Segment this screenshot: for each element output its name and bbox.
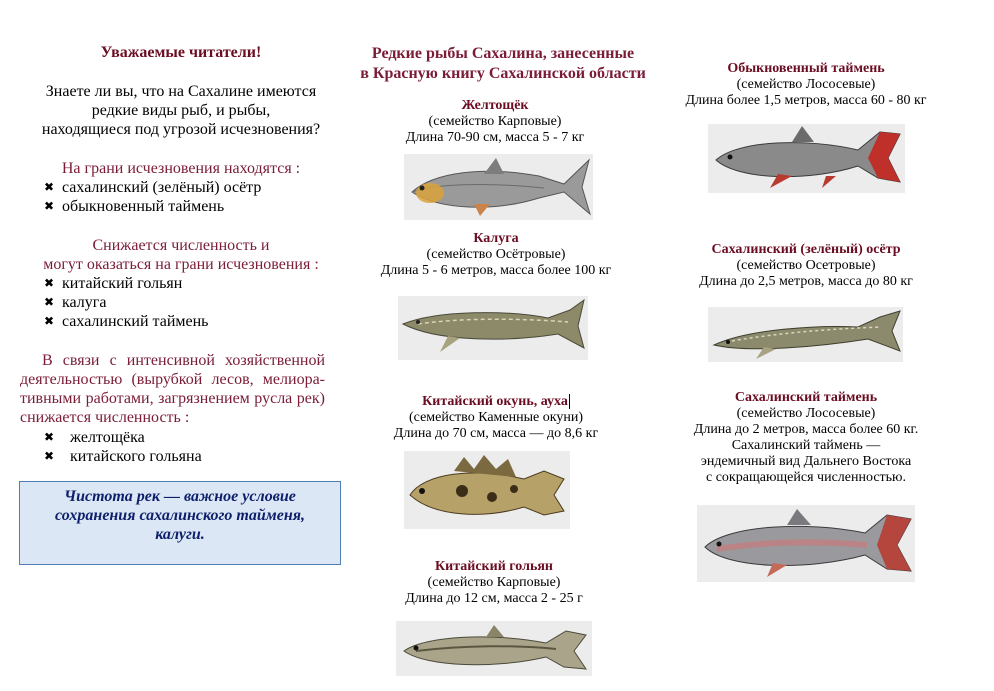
fish-size: Длина до 2 метров, масса более 60 кг.	[693, 422, 919, 437]
cross-bullet-icon: ✖	[44, 430, 55, 444]
fish-family: (семейство Карповые)	[427, 575, 561, 590]
extinction-list	[44, 178, 334, 216]
fish-card-chinese-perch	[380, 394, 612, 442]
kaluga-fish-image	[398, 296, 588, 360]
extinction-heading: На грани исчезновения находятся :	[61, 160, 301, 177]
cross-bullet-icon: ✖	[44, 199, 55, 213]
intro-text	[20, 82, 342, 139]
intro-line: Знаете ли вы, что на Сахалине имеются	[45, 83, 317, 100]
fish-size: Длина 70-90 см, масса 5 - 7 кг	[405, 130, 585, 145]
fish-card-kaluga	[374, 231, 618, 279]
fish-family: (семейство Карповые)	[428, 114, 562, 129]
list-item: ✖ сахалинский таймень	[44, 313, 209, 330]
causes-list	[44, 428, 334, 466]
list-item: ✖ сахалинский (зелёный) осётр	[44, 179, 262, 196]
fish-name: Китайский гольян	[435, 559, 553, 574]
intro-line: находящиеся под угрозой исчезновения?	[41, 121, 321, 138]
list-item: ✖ китайского гольяна	[44, 448, 202, 465]
chinese-perch-fish-image	[404, 451, 570, 529]
list-item: ✖ обыкновенный таймень	[44, 198, 225, 215]
list-item: ✖ калуга	[44, 294, 107, 311]
cross-bullet-icon: ✖	[44, 449, 55, 463]
fish-name: Калуга	[473, 231, 519, 246]
taimen-fish-image	[708, 124, 905, 193]
fish-family: (семейство Лососевые)	[736, 406, 876, 421]
fish-name: Китайский окунь, ауха	[422, 394, 568, 409]
sakhalin-taimen-fish-image	[697, 505, 915, 582]
decline-heading: Снижается численность и могут оказаться на грани исчезновения :	[43, 237, 319, 273]
decline-list	[44, 274, 334, 331]
fish-size: Длина 5 - 6 метров, масса более 100 кг	[380, 263, 612, 278]
intro-line: редкие виды рыб, и рыбы,	[91, 102, 271, 119]
fish-note: эндемичный вид Дальнего Востока	[700, 454, 912, 469]
callout-text: Чистота рек — важное условие сохранения сахалинского тайменя, калуги.	[55, 488, 305, 543]
fish-note: с сокращающейся численностью.	[706, 470, 906, 485]
fish-name: Сахалинский таймень	[734, 390, 878, 405]
fish-name: Желтощёк	[461, 98, 529, 113]
rivers-callout-box	[19, 481, 341, 565]
fish-size: Длина до 12 см, масса 2 - 25 г	[405, 591, 583, 606]
fish-card-green-sturgeon	[676, 242, 936, 290]
fish-name: Сахалинский (зелёный) осётр	[711, 242, 901, 257]
fish-family: (семейство Лососевые)	[736, 77, 876, 92]
causes-paragraph: В связи с интенсивной хозяйственной деятельностью (вырубкой лесов, мелиора- тивными работами, загрязнением русла рек) снижается численность :	[20, 352, 325, 426]
cross-bullet-icon: ✖	[44, 295, 55, 309]
fish-name: Обыкновенный таймень	[727, 61, 885, 76]
yellowcheek-fish-image	[404, 154, 593, 220]
fish-card-taimen	[676, 61, 936, 109]
page-title: Редкие рыбы Сахалина, занесенные в Красную книгу Сахалинской области	[360, 45, 646, 82]
text-cursor	[569, 394, 570, 409]
list-item: ✖ китайский гольян	[44, 275, 183, 292]
green-sturgeon-fish-image	[708, 307, 903, 362]
fish-family: (семейство Осетровые)	[736, 258, 876, 273]
fish-size: Длина до 2,5 метров, масса до 80 кг	[699, 274, 913, 289]
cross-bullet-icon: ✖	[44, 276, 55, 290]
fish-family: (семейство Осётровые)	[426, 247, 566, 262]
greeting-heading: Уважаемые читатели!	[100, 44, 262, 61]
fish-size: Длина до 70 см, масса — до 8,6 кг	[393, 426, 599, 441]
fish-size: Длина более 1,5 метров, масса 60 - 80 кг	[685, 93, 927, 108]
cross-bullet-icon: ✖	[44, 180, 55, 194]
fish-card-chinese-minnow	[380, 559, 608, 607]
fish-card-sakhalin-taimen	[676, 390, 936, 486]
fish-family: (семейство Каменные окуни)	[409, 410, 583, 425]
cross-bullet-icon: ✖	[44, 314, 55, 328]
fish-note: Сахалинский таймень —	[731, 438, 881, 453]
chinese-minnow-fish-image	[396, 621, 592, 676]
fish-card-yellowcheek	[380, 98, 610, 146]
list-item: ✖ желтощёка	[44, 429, 145, 446]
